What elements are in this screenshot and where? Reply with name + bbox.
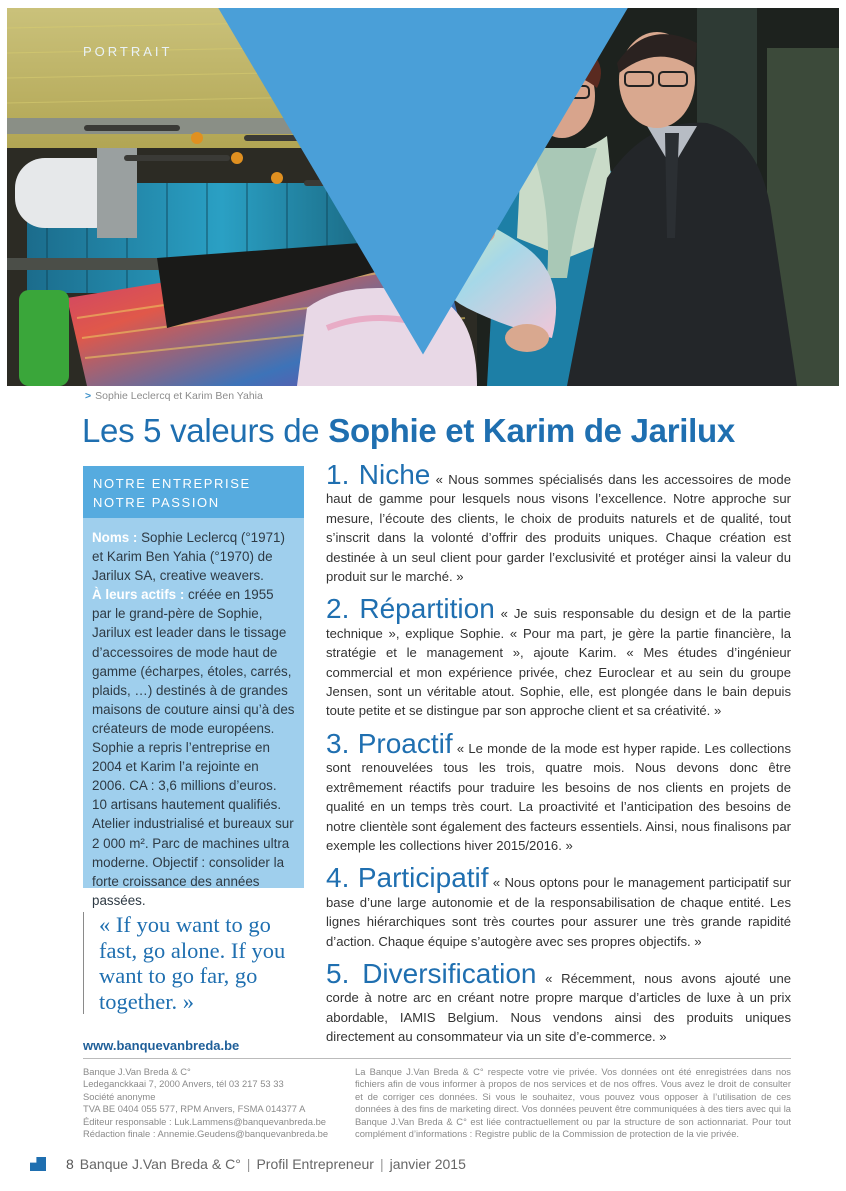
values-list bbox=[326, 459, 792, 1047]
value-item-diversification bbox=[326, 957, 792, 1047]
page-footer bbox=[30, 1156, 466, 1172]
value-text: « Nous sommes spécialisés dans les accessoires de mode haut de gamme pour lesquels nous visons l’excellence. Notre approche sur mesure, l’écoute des clients, le choix de produits naturels et de qualité, tout s’inscrit dans la volonté d’offrir des produits uniques. Chaque création est destinée à un seul client pour garder l’exclusivité et protéger ainsi la valeur du produit sur le marché. » bbox=[326, 472, 791, 585]
value-heading bbox=[326, 728, 453, 759]
footer-date: janvier 2015 bbox=[389, 1156, 466, 1172]
value-number: 2. bbox=[326, 593, 350, 625]
value-title: Proactif bbox=[357, 727, 453, 759]
value-item-niche bbox=[326, 459, 791, 586]
factbox-heading-line1: NOTRE ENTREPRISE bbox=[93, 476, 251, 491]
company-factbox bbox=[83, 466, 304, 908]
footer-publication: Profil Entrepreneur bbox=[256, 1156, 374, 1172]
value-title: Diversification bbox=[362, 957, 537, 989]
factbox-body bbox=[83, 518, 304, 910]
imprint-line: Rédaction finale : Annemie.Geudens@banquevanbreda.be bbox=[83, 1128, 329, 1140]
assets-text: créée en 1955 par le grand-père de Sophie, Jarilux est leader dans le tissage d’accessoires de mode haut de gamme (écharpes, étoles, carrés, plaids, …) destinés à de grandes maisons de couture ainsi qu’à des créateurs de mode européens. Sophie a repris l’entreprise en 2004 et Karim l’a rejointe en 2006. CA : 3,6 millions d’euros. 10 artisans hautement qualifiés. Atelier industrialisé et bureaux sur 2 000 m². Parc de machines ultra moderne. Objectif : consolider la forte croissance des années passées. bbox=[92, 587, 295, 908]
factbox-heading-line2: NOTRE PASSION bbox=[93, 495, 220, 510]
page-title bbox=[82, 412, 735, 450]
hero-photo bbox=[7, 8, 839, 386]
factbox-header bbox=[83, 466, 304, 518]
footer-separator: | bbox=[379, 1156, 384, 1172]
value-item-repartition bbox=[326, 593, 791, 720]
value-number: 4. bbox=[326, 862, 350, 894]
value-heading bbox=[326, 459, 430, 490]
value-title: Répartition bbox=[359, 593, 495, 625]
pull-quote: « If you want to go fast, go alone. If you want to go far, go together. » bbox=[83, 912, 303, 1014]
value-heading bbox=[326, 862, 489, 893]
section-tag-portrait: PORTRAIT bbox=[83, 44, 173, 59]
title-names: Sophie et Karim de Jarilux bbox=[328, 412, 735, 449]
value-heading bbox=[326, 593, 495, 624]
imprint-line: Société anonyme bbox=[83, 1090, 156, 1102]
value-text: « Nous optons pour le management participatif sur base d’une large autonomie et de la responsabilisation de chaque entité. Les lignes hiérarchiques sont très courtes pour assurer une très grande rapidité d’action. Chaque équipe s’autogère avec ses propres objectifs. » bbox=[326, 875, 791, 949]
footer-separator: | bbox=[246, 1156, 251, 1172]
value-title: Niche bbox=[358, 459, 431, 490]
value-title: Participatif bbox=[357, 862, 489, 894]
footer-divider bbox=[83, 1058, 791, 1059]
value-text: « Je suis responsable du design et de la partie technique », explique Sophie. « Pour ma part, je gère la partie financière, la stratégie et le management », ajoute Karim. « Mes études d’ingénieur commercial et mon expérience privée, chez Euroclear et au sein du groupe Jensen, sont un véritable atout. Sophie, elle, est plongée dans le bain depuis toute petite et se distingue par son approche client et sa créativité. » bbox=[326, 606, 791, 719]
names-text: Sophie Leclercq (°1971) et Karim Ben Yahia (°1970) de Jarilux SA, creative weavers. bbox=[92, 530, 285, 584]
title-lead: Les 5 valeurs de bbox=[82, 412, 329, 449]
assets-label: À leurs actifs : bbox=[92, 587, 185, 603]
bank-logo-icon bbox=[30, 1157, 46, 1171]
value-heading bbox=[326, 958, 536, 989]
publisher-imprint bbox=[83, 1066, 343, 1140]
value-text: « Le monde de la mode est hyper rapide. Les collections sont renouvelées tous les trois, quatre mois. Nous devons donc être extrêmement réactifs pour traduire les besoins de nos clients en projets de qualité en un temps très court. La proactivité et l’anticipation des besoins de notre clientèle sont également des facteurs essentiels. Ainsi, nous finalisons par exemple les collections hiver 2015/2016. » bbox=[326, 740, 791, 853]
bank-website-link[interactable]: www.banquevanbreda.be bbox=[83, 1038, 240, 1053]
page-number: 8 bbox=[66, 1156, 74, 1172]
imprint-line: Éditeur responsable : Luk.Lammens@banquevanbreda.be bbox=[83, 1115, 327, 1127]
caption-text: Sophie Leclercq et Karim Ben Yahia bbox=[95, 390, 263, 402]
photo-caption bbox=[85, 390, 263, 402]
value-item-participatif bbox=[326, 862, 791, 951]
footer-publisher: Banque J.Van Breda & C° bbox=[79, 1156, 241, 1172]
factbox-assets bbox=[92, 585, 295, 910]
value-number: 5. bbox=[326, 957, 350, 989]
caption-arrow-icon: > bbox=[85, 390, 92, 402]
value-text: « Récemment, nous avons ajouté une corde à notre arc en créant notre propre marque d’articles de luxe à un prix abordable, IAMIS Belgium. Nous vendons ainsi des produits uniques directement au consommateur via un site d’e-commerce. » bbox=[326, 970, 792, 1045]
factbox-names bbox=[92, 528, 295, 585]
imprint-line: Banque J.Van Breda & C° bbox=[83, 1066, 191, 1077]
value-item-proactif bbox=[326, 727, 791, 855]
portrait-corner-mark-icon bbox=[7, 8, 839, 386]
imprint-line: Ledeganckkaai 7, 2000 Anvers, tél 03 217 53 33 bbox=[83, 1078, 284, 1090]
privacy-notice: La Banque J.Van Breda & C° respecte votre vie privée. Vos données ont été enregistrées dans nos fichiers afin de vous informer à propos de nos services et de nos offres. Vous avez le droit de consulter et de corriger ces données. Si vous le souhaitez, vous pouvez vous opposer à l’utilisation de ces données à des fins de marketing direct. Vos données peuvent être communiquées à des tiers avec qui la Banque J.Van Breda & C° est liée contractuellement ou par la structure de son actionnariat. Pour tout complément d’informations : Registre public de la Commission de protection de la vie privée. bbox=[355, 1066, 791, 1140]
value-number: 1. bbox=[326, 459, 350, 490]
value-number: 3. bbox=[326, 727, 350, 759]
names-label: Noms : bbox=[92, 530, 138, 545]
imprint-line: TVA BE 0404 055 577, RPM Anvers, FSMA 014377 A bbox=[83, 1103, 306, 1115]
